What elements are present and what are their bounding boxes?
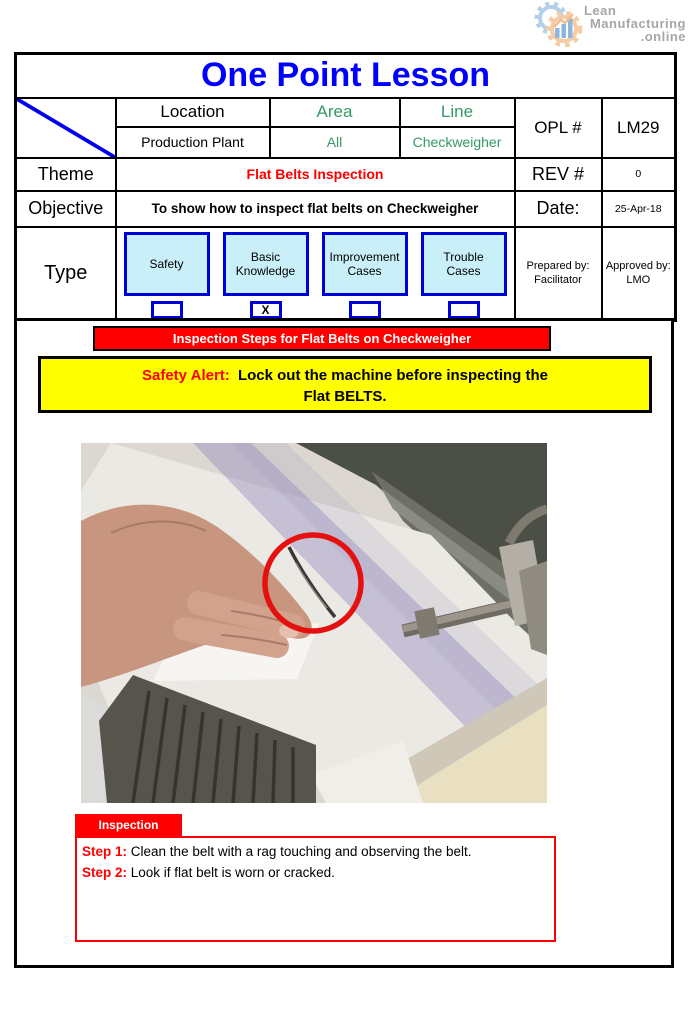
prepared-by-label: Prepared by:: [526, 260, 590, 272]
location-label: Location: [116, 98, 270, 127]
rev-label: REV #: [515, 158, 602, 191]
header-table: [14, 52, 677, 322]
location-value: Production Plant: [116, 127, 270, 158]
area-value: All: [270, 127, 400, 158]
approved-by-label: Approved by:: [605, 260, 671, 272]
opl-number-label: OPL #: [515, 98, 602, 158]
step-2-label: Step 2:: [82, 865, 128, 880]
step-1-text: Clean the belt with a rag touching and observing the belt.: [130, 844, 472, 859]
section-banner: Inspection Steps for Flat Belts on Checkweigher: [93, 326, 551, 351]
safety-alert-text1: Lock out the machine before inspecting the: [237, 367, 549, 384]
prepared-by-cell: [515, 227, 602, 321]
safety-alert-label: Safety Alert:: [141, 367, 230, 384]
type-option-label: Safety: [149, 256, 184, 271]
approved-by-cell: [602, 227, 676, 321]
date-value: 25-Apr-18: [602, 191, 676, 227]
type-option-checkbox: [448, 301, 480, 319]
logo-line2: Manufacturing: [589, 16, 686, 31]
type-option-label: Basic Knowledge: [235, 249, 296, 278]
type-options-cell: [116, 227, 515, 321]
inspection-steps-box: [75, 836, 556, 942]
line-value: Checkweigher: [400, 127, 515, 158]
inspection-section-label: Inspection: [75, 814, 182, 836]
type-option-box: [421, 232, 507, 296]
safety-alert-text2: Flat BELTS.: [303, 388, 387, 405]
diagonal-line: [17, 99, 115, 157]
type-option-checkbox: [349, 301, 381, 319]
type-option-box: [322, 232, 408, 296]
inspection-step-1: [82, 841, 549, 862]
type-option-box: [124, 232, 210, 296]
inspection-step-2: [82, 862, 549, 883]
logo-line1: Lean: [583, 3, 617, 18]
safety-alert-box: [38, 356, 652, 413]
type-option-label: Improvement Cases: [329, 249, 400, 278]
rev-value: 0: [602, 158, 676, 191]
theme-label: Theme: [16, 158, 116, 191]
approved-by-value: LMO: [626, 274, 651, 286]
logo: [530, 1, 686, 47]
type-option-box: [223, 232, 309, 296]
lean-manufacturing-gear-icon: [530, 1, 592, 47]
line-label: Line: [400, 98, 515, 127]
logo-line3: .online: [640, 29, 686, 44]
objective-label: Objective: [16, 191, 116, 227]
type-option-improvement-cases: [321, 232, 409, 319]
belt-inspection-photo: [81, 443, 547, 803]
type-option-label: Trouble Cases: [443, 249, 484, 278]
content-panel: [14, 318, 674, 968]
opl-number-value: LM29: [602, 98, 676, 158]
step-2-text: Look if flat belt is worn or cracked.: [130, 865, 335, 880]
type-option-trouble-cases: [420, 232, 508, 319]
diagonal-cell: [16, 98, 116, 158]
prepared-by-value: Facilitator: [534, 274, 582, 286]
theme-value: Flat Belts Inspection: [116, 158, 515, 191]
page-title: One Point Lesson: [16, 54, 676, 98]
safety-alert-line1: [41, 365, 649, 386]
type-label: Type: [16, 227, 116, 321]
belt-photo-illustration: [81, 443, 547, 803]
objective-value: To show how to inspect flat belts on Checkweigher: [116, 191, 515, 227]
type-option-safety: [123, 232, 211, 319]
logo-wordmark: [584, 1, 686, 43]
type-option-basic-knowledge: [222, 232, 310, 319]
date-label: Date:: [515, 191, 602, 227]
area-label: Area: [270, 98, 400, 127]
type-option-checkbox: X: [250, 301, 282, 319]
step-1-label: Step 1:: [82, 844, 128, 859]
type-option-checkbox: [151, 301, 183, 319]
